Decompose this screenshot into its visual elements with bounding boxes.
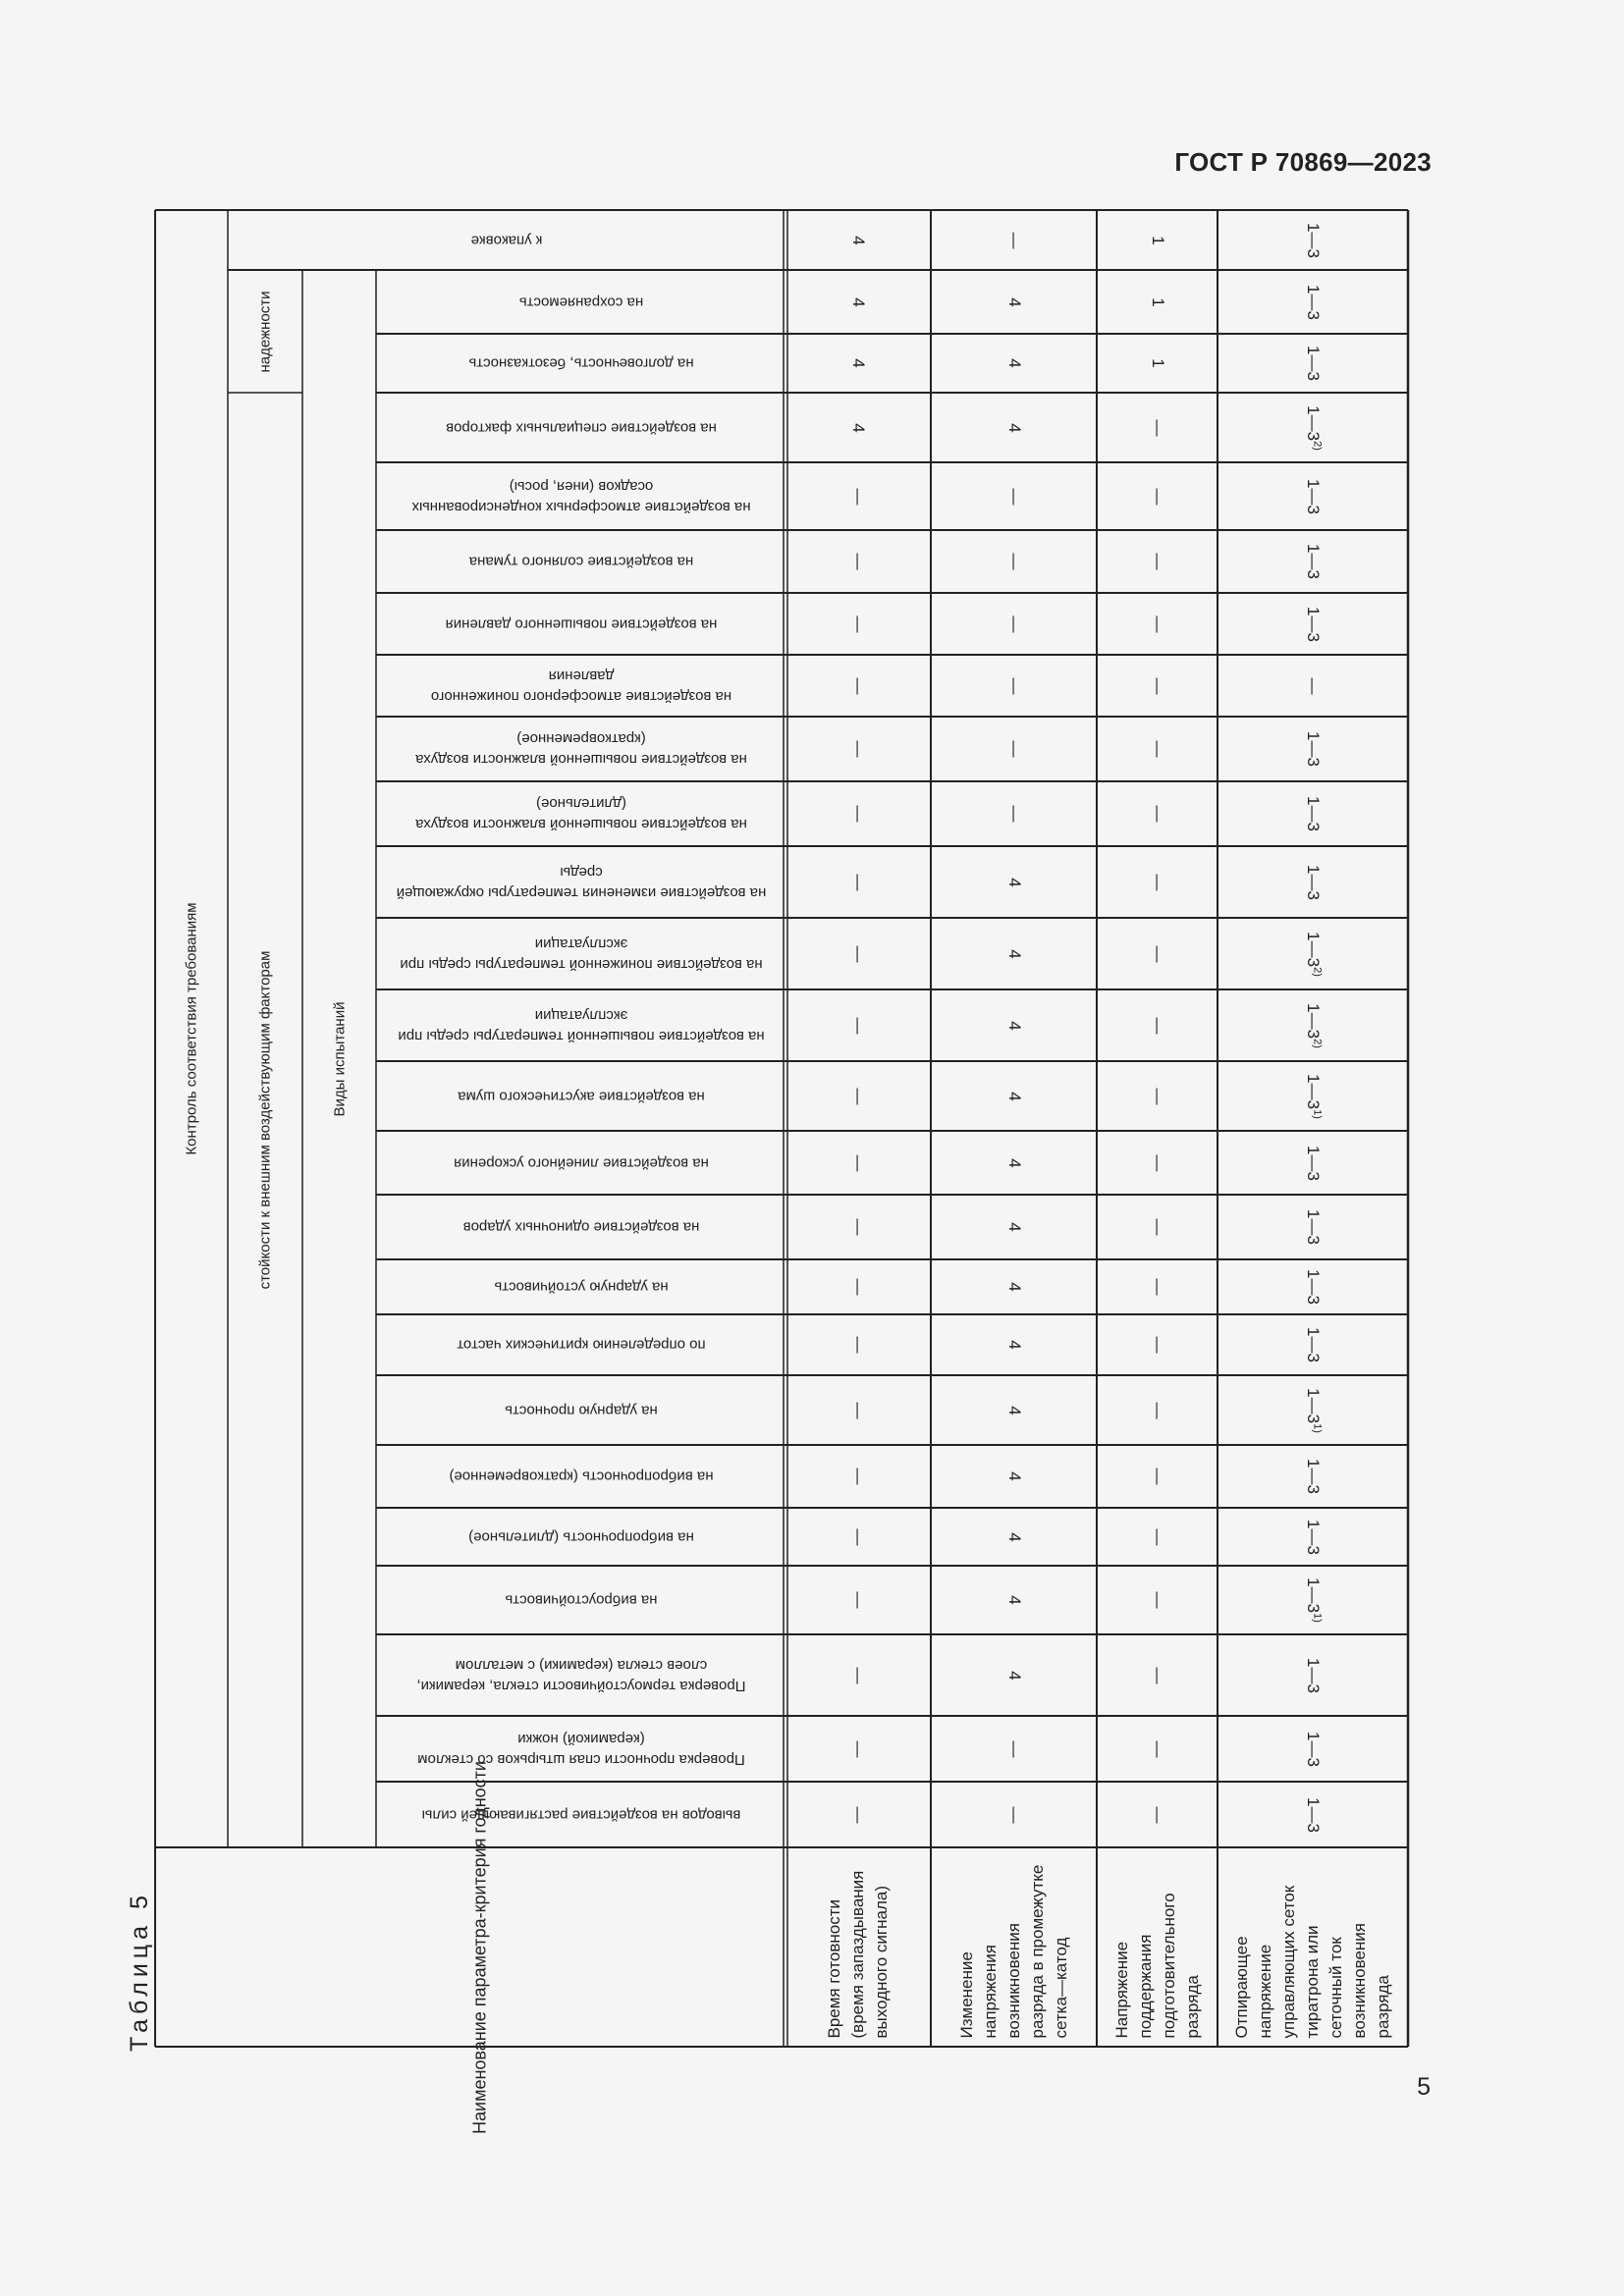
- test-value: 1—3$^{1)}$: [1304, 1387, 1324, 1433]
- test-value: 1—3: [1304, 222, 1323, 258]
- test-value: —: [849, 945, 868, 962]
- test-value: —: [1148, 1468, 1167, 1485]
- test-label: на сохраняемость: [518, 294, 643, 310]
- group-title-label: Контроль соответствия требованиям: [183, 902, 200, 1155]
- test-value: 4: [1004, 296, 1024, 307]
- test-value: 1—3$^{1)}$: [1304, 1577, 1324, 1623]
- test-value: —: [849, 1088, 868, 1104]
- test-label: на воздействие соляного тумана: [468, 553, 693, 570]
- test-label: на воздействие специальных факторов: [445, 419, 717, 436]
- test-label: Проверка термоустойчивости стекла, керамики, слоев стекла (керамики) с металлом: [416, 1656, 745, 1694]
- test-value: 4: [1004, 877, 1024, 887]
- test-value: —: [1148, 805, 1167, 823]
- test-value: 4: [1004, 1595, 1024, 1605]
- document-code: ГОСТ Р 70869—2023: [1174, 147, 1432, 177]
- test-value: 4: [849, 235, 868, 245]
- test-value: 4: [1004, 1222, 1024, 1232]
- test-value: —: [849, 1017, 868, 1034]
- test-value: —: [1004, 232, 1024, 248]
- test-value: —: [849, 740, 868, 758]
- test-label: на воздействие линейного ускорения: [453, 1154, 709, 1171]
- test-label: на воздействие одиночных ударов: [462, 1218, 699, 1236]
- test-value: 1—3: [1304, 731, 1323, 767]
- test-value: 4: [1004, 1157, 1024, 1168]
- param-header: Изменение напряжения возникновения разряда в промежутке сетка—катод: [956, 1864, 1070, 2038]
- test-value: —: [849, 874, 868, 890]
- test-value: 1—3: [1304, 796, 1323, 831]
- test-label: на вибропрочность (длительное): [467, 1528, 694, 1545]
- test-value: —: [1148, 553, 1167, 570]
- test-value: —: [1148, 1336, 1167, 1354]
- test-value: —: [1148, 1528, 1167, 1545]
- test-value: —: [849, 1806, 868, 1823]
- test-label: Проверка прочности спая штырьков со стеклом (керамикой) ножки: [416, 1730, 745, 1768]
- test-value: 1—3$^{2)}$: [1304, 404, 1324, 451]
- test-value: —: [1148, 740, 1167, 758]
- param-header: Время готовности (время запаздывания выходного сигнала): [825, 1870, 891, 2038]
- test-label: по определению критических частот: [456, 1336, 706, 1354]
- test-value: —: [1004, 805, 1024, 823]
- test-value: —: [1148, 419, 1167, 436]
- param-header-label: Наименование параметра-критерия годности: [469, 1760, 490, 2134]
- test-value: 4: [1004, 1670, 1024, 1681]
- test-label: на воздействие изменения температуры окружающей среды: [396, 863, 766, 901]
- test-value: —: [849, 1336, 868, 1354]
- test-value: 1—3: [1304, 1209, 1323, 1245]
- test-value: 4: [849, 422, 868, 433]
- test-value: —: [1004, 1806, 1024, 1823]
- test-value: —: [1148, 945, 1167, 962]
- test-value: 1: [1148, 235, 1167, 245]
- test-value: —: [1148, 1591, 1167, 1609]
- test-value: 1—3: [1304, 1145, 1323, 1181]
- test-value: 1—3: [1304, 1269, 1323, 1305]
- test-value: —: [1148, 1154, 1167, 1171]
- test-label: на воздействие пониженной температуры среды при эксплуатации: [399, 934, 763, 973]
- test-value: 1—3$^{1)}$: [1304, 1073, 1324, 1119]
- test-label: выводов на воздействие растягивающей силы: [421, 1806, 740, 1823]
- test-value: —: [1148, 1088, 1167, 1104]
- param-header: Отпирающее напряжение управляющих сеток тиратрона или сеточный ток возникновения разряда: [1232, 1885, 1392, 2038]
- test-value: —: [849, 1402, 868, 1418]
- test-value: 1—3: [1304, 606, 1323, 642]
- test-label: на воздействие акустического шума: [457, 1088, 705, 1104]
- test-value: 1—3: [1304, 346, 1323, 381]
- test-value: —: [1004, 488, 1024, 505]
- test-value: —: [1148, 1667, 1167, 1683]
- test-label: на воздействие повышенной влажности воздуха (длительное): [414, 795, 747, 832]
- page-number: 5: [1417, 2073, 1431, 2101]
- test-value: 4: [1004, 358, 1024, 368]
- test-value: —: [1148, 1402, 1167, 1418]
- test-value: —: [1148, 677, 1167, 694]
- test-value: —: [1004, 740, 1024, 758]
- test-label: на ударную прочность: [504, 1402, 658, 1418]
- test-value: 1—3: [1304, 1657, 1323, 1693]
- test-value: —: [849, 1468, 868, 1485]
- subgroup-stability-label: стойкости к внешним воздействующим факторам: [256, 950, 274, 1290]
- test-label: на воздействие атмосферных конденсированных осадков (инея, росы): [410, 477, 751, 515]
- test-value: —: [849, 677, 868, 694]
- test-value: 4: [849, 296, 868, 307]
- test-value: —: [1148, 1740, 1167, 1757]
- test-value: —: [849, 615, 868, 632]
- test-value: 4: [1004, 1282, 1024, 1292]
- test-types-label: Виды испытаний: [331, 1001, 348, 1116]
- test-value: —: [1148, 1017, 1167, 1034]
- test-label: на ударную устойчивость: [493, 1278, 669, 1296]
- test-label: на долговечность, безотказность: [467, 354, 694, 372]
- test-value: 1—3: [1304, 1796, 1323, 1833]
- test-value: 1—3: [1304, 1519, 1323, 1555]
- test-value: —: [1304, 677, 1323, 694]
- param-header: Напряжение поддержания подготовительного разряда: [1111, 1892, 1202, 2038]
- test-value: —: [1004, 615, 1024, 632]
- test-value: 4: [1004, 1091, 1024, 1101]
- test-value: —: [849, 1528, 868, 1545]
- test-value: 1—3: [1304, 544, 1323, 579]
- test-value: 1—3$^{2)}$: [1304, 931, 1324, 977]
- test-label: на виброустойчивость: [504, 1591, 658, 1609]
- test-value: —: [849, 553, 868, 570]
- test-value: 1—3: [1304, 1327, 1323, 1362]
- test-value: —: [849, 805, 868, 823]
- test-value: 4: [1004, 1340, 1024, 1350]
- test-label: на воздействие повышенного давления: [445, 615, 717, 632]
- test-value: —: [1148, 1806, 1167, 1823]
- test-value: —: [849, 1740, 868, 1757]
- table-caption-text: Таблица 5: [126, 1891, 153, 2052]
- test-value: —: [1148, 1218, 1167, 1236]
- test-value: —: [1004, 677, 1024, 694]
- test-label: на воздействие повышенной влажности воздуха (кратковременное): [414, 730, 747, 768]
- subgroup-reliability-label: надежности: [256, 291, 274, 372]
- test-value: —: [849, 1591, 868, 1609]
- test-value: —: [849, 1218, 868, 1236]
- test-value: —: [849, 1667, 868, 1683]
- test-value: 1—3$^{2)}$: [1304, 1002, 1324, 1048]
- test-value: 1: [1148, 296, 1167, 307]
- test-value: 4: [849, 358, 868, 368]
- test-label: на воздействие атмосферного пониженного давления: [430, 667, 731, 705]
- test-value: —: [1148, 615, 1167, 632]
- test-value: —: [1004, 553, 1024, 570]
- test-value: 4: [1004, 1020, 1024, 1031]
- test-value: 4: [1004, 948, 1024, 959]
- test-value: —: [849, 1154, 868, 1171]
- test-value: 4: [1004, 1405, 1024, 1415]
- test-value: —: [849, 488, 868, 505]
- test-value: 4: [1004, 1471, 1024, 1481]
- test-value: —: [1004, 1740, 1024, 1757]
- test-value: —: [1148, 488, 1167, 505]
- test-label: на вибропрочность (кратковременное): [448, 1468, 714, 1485]
- test-label: к упаковке: [470, 232, 543, 248]
- test-value: 1—3: [1304, 1459, 1323, 1494]
- test-value: 4: [1004, 1531, 1024, 1542]
- test-value: —: [1148, 1278, 1167, 1296]
- test-value: 4: [1004, 422, 1024, 433]
- test-label: на воздействие повышенной температуры среды при эксплуатации: [397, 1006, 765, 1044]
- test-value: 1—3: [1304, 864, 1323, 900]
- test-value: 1—3: [1304, 284, 1323, 320]
- test-value: —: [849, 1278, 868, 1296]
- test-value: 1—3: [1304, 478, 1323, 514]
- test-value: —: [1148, 874, 1167, 890]
- test-value: 1—3: [1304, 1731, 1323, 1767]
- test-value: 1: [1148, 358, 1167, 368]
